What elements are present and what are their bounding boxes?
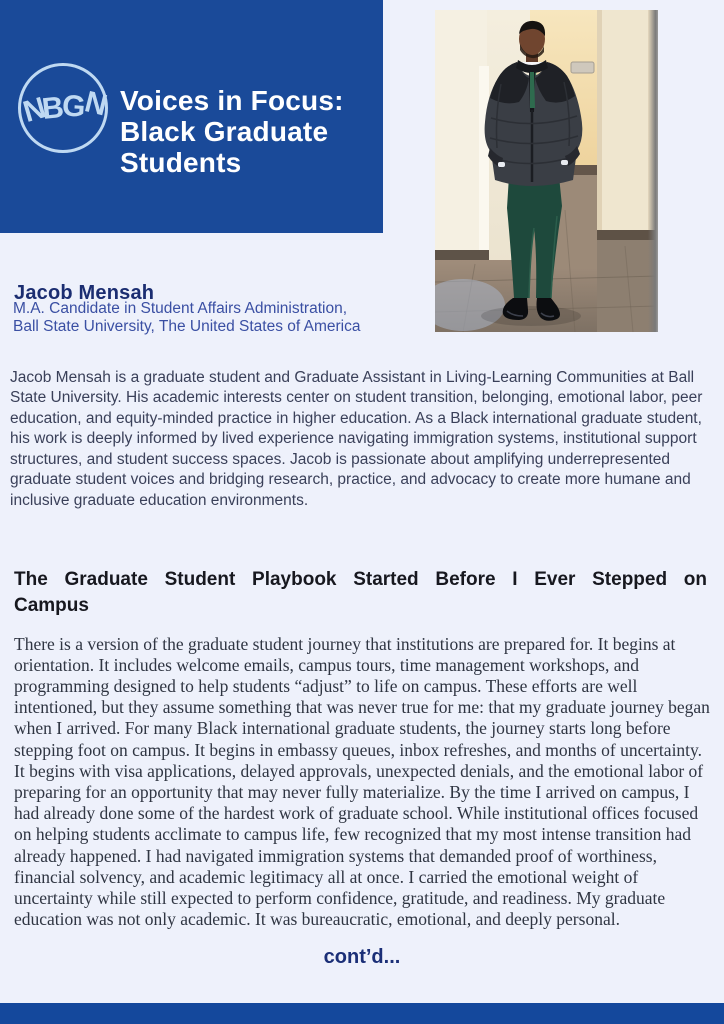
profile-bio: Jacob Mensah is a graduate student and Graduate Assistant in Living-Learning Communities at Ball State University. His academic interests center on student transition, belonging, emotional labor, peer education, and equity-minded practice in higher education. As a Black international graduate student, his work is deeply informed by lived experience navigating immigration systems, institutional support structures, and student success spaces. Jacob is passionate about amplifying underrepresented graduate student voices and bridging research, practice, and advocacy to create more humane and inclusive graduate education environments.	[10, 368, 703, 509]
profile-role-line-1: M.A. Candidate in Student Affairs Administration,	[13, 300, 348, 317]
photo-edge-shadow	[648, 10, 658, 332]
page-title-line-3: Students	[120, 146, 242, 178]
article-heading-line-2: Campus	[14, 595, 89, 616]
article-heading-line-1: The Graduate Student Playbook Started Before I Ever Stepped on	[14, 569, 707, 590]
profile-role-line-2: Ball State University, The United States of America	[13, 318, 361, 335]
article-heading	[14, 567, 707, 619]
article-body: There is a version of the graduate student journey that institutions are prepared for. It begins at orientation. It includes welcome emails, campus tours, time management workshops, and programming designed to help students “adjust” to life on campus. These efforts are well intentioned, but they assume something that was never true for me: that my graduate journey began when I arrived. For many Black international graduate students, the journey starts long before stepping foot on campus. It begins in embassy queues, inbox refreshes, and months of uncertainty. It begins with visa applications, delayed approvals, unexpected denials, and the emotional labor of preparing for an opportunity that may never fully materialize. By the time I arrived on campus, I had already done some of the hardest work of graduate school. While institutional offices focused on helping students acclimate to campus life, few recognized that my most intense transition had already happened. I had navigated immigration systems that demanded proof of worthiness, financial solvency, and academic legitimacy all at once. I carried the emotional weight of uncertainty while still expected to perform confidence, gratitude, and readiness. My graduate education was not only academic. It was bureaucratic, emotional, and deeply personal.	[14, 633, 710, 930]
header-banner	[0, 0, 383, 233]
page-title	[120, 85, 380, 178]
profile-photo	[435, 10, 658, 332]
profile-photo-illustration	[435, 10, 658, 332]
page-title-line-2: Black Graduate	[120, 115, 329, 147]
nbgn-logo-text: NBGN	[19, 85, 108, 129]
nbgn-logo	[18, 63, 108, 153]
profile-role	[13, 300, 360, 336]
profile-name: Jacob Mensah	[14, 281, 155, 304]
continued-label: cont’d...	[323, 946, 401, 968]
page-title-line-1: Voices in Focus:	[120, 84, 344, 116]
footer-bar	[0, 1003, 724, 1024]
